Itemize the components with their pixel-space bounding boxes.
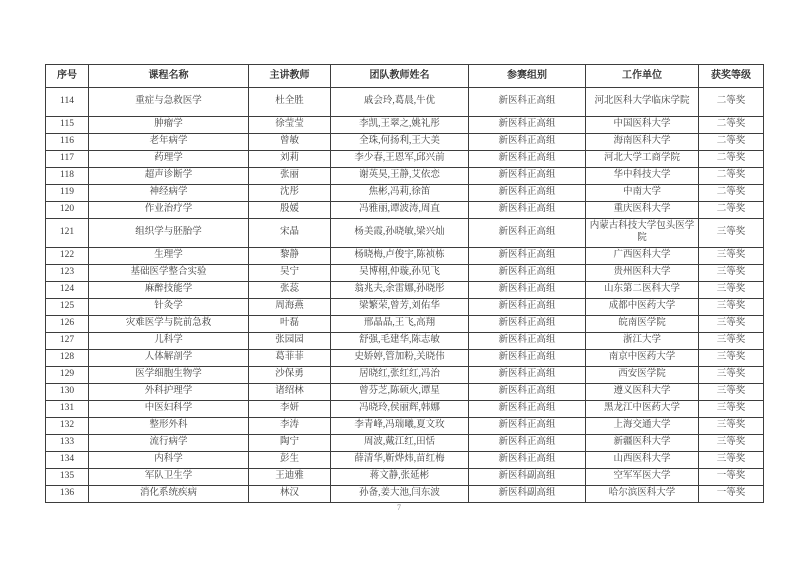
cell-no: 129 bbox=[46, 367, 89, 384]
cell-no: 130 bbox=[46, 384, 89, 401]
cell-group: 新医科正高组 bbox=[469, 418, 586, 435]
cell-unit: 南京中医药大学 bbox=[586, 350, 699, 367]
table-row bbox=[46, 88, 764, 117]
cell-team: 冯晓玲,侯丽辉,韩娜 bbox=[331, 401, 469, 418]
cell-unit: 成都中医药大学 bbox=[586, 299, 699, 316]
cell-teacher: 徐莹莹 bbox=[249, 117, 331, 134]
cell-unit: 中国医科大学 bbox=[586, 117, 699, 134]
cell-group: 新医科正高组 bbox=[469, 401, 586, 418]
cell-teacher: 陶宁 bbox=[249, 435, 331, 452]
cell-unit: 中南大学 bbox=[586, 185, 699, 202]
cell-unit: 贵州医科大学 bbox=[586, 265, 699, 282]
table-row bbox=[46, 151, 764, 168]
table-row bbox=[46, 134, 764, 151]
column-header-course-name: 课程名称 bbox=[89, 65, 249, 88]
cell-team: 居晓红,张红红,冯治 bbox=[331, 367, 469, 384]
cell-unit: 河北大学工商学院 bbox=[586, 151, 699, 168]
table-row bbox=[46, 248, 764, 265]
cell-unit: 上海交通大学 bbox=[586, 418, 699, 435]
cell-teacher: 吴宁 bbox=[249, 265, 331, 282]
awards-results-table bbox=[45, 64, 764, 503]
cell-teacher: 曾敏 bbox=[249, 134, 331, 151]
table-row bbox=[46, 384, 764, 401]
cell-award: 三等奖 bbox=[699, 384, 764, 401]
cell-group: 新医科正高组 bbox=[469, 265, 586, 282]
cell-course: 重症与急救医学 bbox=[89, 88, 249, 117]
cell-team: 孙备,姜大池,闫东波 bbox=[331, 486, 469, 503]
awards-table-container bbox=[45, 64, 763, 503]
cell-award: 一等奖 bbox=[699, 486, 764, 503]
cell-group: 新医科正高组 bbox=[469, 151, 586, 168]
cell-unit: 山东第二医科大学 bbox=[586, 282, 699, 299]
cell-course: 超声诊断学 bbox=[89, 168, 249, 185]
cell-unit: 河北医科大学临床学院 bbox=[586, 88, 699, 117]
cell-unit: 遵义医科大学 bbox=[586, 384, 699, 401]
cell-course: 外科护理学 bbox=[89, 384, 249, 401]
page-number: 7 bbox=[397, 503, 401, 512]
cell-course: 肿瘤学 bbox=[89, 117, 249, 134]
cell-course: 生理学 bbox=[89, 248, 249, 265]
cell-no: 116 bbox=[46, 134, 89, 151]
cell-course: 中医妇科学 bbox=[89, 401, 249, 418]
cell-award: 二等奖 bbox=[699, 88, 764, 117]
cell-award: 三等奖 bbox=[699, 299, 764, 316]
column-header-work-unit: 工作单位 bbox=[586, 65, 699, 88]
cell-group: 新医科正高组 bbox=[469, 88, 586, 117]
cell-award: 三等奖 bbox=[699, 248, 764, 265]
cell-no: 133 bbox=[46, 435, 89, 452]
cell-unit: 浙江大学 bbox=[586, 333, 699, 350]
table-row bbox=[46, 435, 764, 452]
cell-no: 132 bbox=[46, 418, 89, 435]
cell-group: 新医科正高组 bbox=[469, 219, 586, 248]
cell-team: 李少春,王恩军,邱兴前 bbox=[331, 151, 469, 168]
cell-team: 梁繁荣,曾芳,刘佑华 bbox=[331, 299, 469, 316]
cell-team: 全珠,何扬利,王大美 bbox=[331, 134, 469, 151]
cell-group: 新医科正高组 bbox=[469, 350, 586, 367]
cell-no: 136 bbox=[46, 486, 89, 503]
cell-teacher: 黎静 bbox=[249, 248, 331, 265]
cell-no: 117 bbox=[46, 151, 89, 168]
cell-award: 二等奖 bbox=[699, 202, 764, 219]
cell-teacher: 殷媛 bbox=[249, 202, 331, 219]
cell-award: 三等奖 bbox=[699, 452, 764, 469]
cell-group: 新医科副高组 bbox=[469, 469, 586, 486]
cell-team: 吴博栩,仲璇,孙见飞 bbox=[331, 265, 469, 282]
cell-course: 军队卫生学 bbox=[89, 469, 249, 486]
cell-unit: 重庆医科大学 bbox=[586, 202, 699, 219]
table-row bbox=[46, 282, 764, 299]
cell-team: 谢英昊,王静,艾依恋 bbox=[331, 168, 469, 185]
column-header-competition-group: 参赛组别 bbox=[469, 65, 586, 88]
table-row bbox=[46, 219, 764, 248]
cell-teacher: 葛菲菲 bbox=[249, 350, 331, 367]
cell-no: 127 bbox=[46, 333, 89, 350]
cell-award: 三等奖 bbox=[699, 333, 764, 350]
cell-unit: 华中科技大学 bbox=[586, 168, 699, 185]
cell-teacher: 张园园 bbox=[249, 333, 331, 350]
table-row bbox=[46, 418, 764, 435]
cell-team: 曾芬芝,陈硕火,谭星 bbox=[331, 384, 469, 401]
table-row bbox=[46, 469, 764, 486]
cell-course: 麻醉技能学 bbox=[89, 282, 249, 299]
cell-course: 人体解剖学 bbox=[89, 350, 249, 367]
cell-no: 131 bbox=[46, 401, 89, 418]
cell-no: 123 bbox=[46, 265, 89, 282]
table-row bbox=[46, 265, 764, 282]
cell-unit: 黑龙江中医药大学 bbox=[586, 401, 699, 418]
cell-group: 新医科正高组 bbox=[469, 202, 586, 219]
cell-unit: 内蒙古科技大学包头医学院 bbox=[586, 219, 699, 248]
cell-course: 作业治疗学 bbox=[89, 202, 249, 219]
cell-course: 神经病学 bbox=[89, 185, 249, 202]
cell-group: 新医科正高组 bbox=[469, 248, 586, 265]
cell-unit: 山西医科大学 bbox=[586, 452, 699, 469]
cell-award: 三等奖 bbox=[699, 316, 764, 333]
cell-no: 118 bbox=[46, 168, 89, 185]
cell-team: 李青峰,冯瑞曦,夏文玫 bbox=[331, 418, 469, 435]
cell-teacher: 叶磊 bbox=[249, 316, 331, 333]
table-row bbox=[46, 185, 764, 202]
cell-award: 二等奖 bbox=[699, 117, 764, 134]
cell-unit: 海南医科大学 bbox=[586, 134, 699, 151]
cell-teacher: 沙保勇 bbox=[249, 367, 331, 384]
header-row bbox=[46, 65, 764, 88]
cell-course: 内科学 bbox=[89, 452, 249, 469]
cell-team: 史娇婷,管加粉,关晓伟 bbox=[331, 350, 469, 367]
table-row bbox=[46, 202, 764, 219]
cell-no: 121 bbox=[46, 219, 89, 248]
column-header-serial: 序号 bbox=[46, 65, 89, 88]
cell-team: 戚会玲,葛晨,牛优 bbox=[331, 88, 469, 117]
cell-no: 114 bbox=[46, 88, 89, 117]
cell-team: 翁兆夫,余雷娜,孙晓彤 bbox=[331, 282, 469, 299]
cell-no: 134 bbox=[46, 452, 89, 469]
cell-teacher: 张丽 bbox=[249, 168, 331, 185]
cell-no: 128 bbox=[46, 350, 89, 367]
cell-no: 115 bbox=[46, 117, 89, 134]
table-body bbox=[46, 88, 764, 503]
cell-team: 李凯,王翠之,姚礼彤 bbox=[331, 117, 469, 134]
cell-teacher: 李妍 bbox=[249, 401, 331, 418]
cell-teacher: 诸绍林 bbox=[249, 384, 331, 401]
cell-course: 整形外科 bbox=[89, 418, 249, 435]
cell-unit: 广西医科大学 bbox=[586, 248, 699, 265]
cell-group: 新医科正高组 bbox=[469, 185, 586, 202]
cell-award: 三等奖 bbox=[699, 435, 764, 452]
cell-team: 杨美霞,孙晓敏,梁兴灿 bbox=[331, 219, 469, 248]
cell-teacher: 王迪雅 bbox=[249, 469, 331, 486]
cell-award: 三等奖 bbox=[699, 418, 764, 435]
cell-course: 老年病学 bbox=[89, 134, 249, 151]
cell-team: 舒强,毛建华,陈志敏 bbox=[331, 333, 469, 350]
cell-team: 薛清华,靳烨炜,苗红梅 bbox=[331, 452, 469, 469]
table-row bbox=[46, 452, 764, 469]
cell-group: 新医科正高组 bbox=[469, 367, 586, 384]
cell-group: 新医科正高组 bbox=[469, 384, 586, 401]
cell-no: 119 bbox=[46, 185, 89, 202]
cell-course: 组织学与胚胎学 bbox=[89, 219, 249, 248]
cell-no: 126 bbox=[46, 316, 89, 333]
cell-team: 周波,戴江红,田恬 bbox=[331, 435, 469, 452]
cell-teacher: 林汉 bbox=[249, 486, 331, 503]
cell-unit: 空军军医大学 bbox=[586, 469, 699, 486]
cell-award: 二等奖 bbox=[699, 168, 764, 185]
cell-team: 邢晶晶,王飞,高翔 bbox=[331, 316, 469, 333]
cell-group: 新医科正高组 bbox=[469, 134, 586, 151]
cell-no: 122 bbox=[46, 248, 89, 265]
cell-award: 二等奖 bbox=[699, 134, 764, 151]
cell-course: 基础医学整合实验 bbox=[89, 265, 249, 282]
table-row bbox=[46, 168, 764, 185]
cell-course: 灾难医学与院前急救 bbox=[89, 316, 249, 333]
cell-teacher: 杜全胜 bbox=[249, 88, 331, 117]
cell-teacher: 沈彤 bbox=[249, 185, 331, 202]
cell-course: 消化系统疾病 bbox=[89, 486, 249, 503]
table-row bbox=[46, 401, 764, 418]
cell-award: 三等奖 bbox=[699, 350, 764, 367]
cell-team: 焦彬,冯莉,徐笛 bbox=[331, 185, 469, 202]
cell-group: 新医科正高组 bbox=[469, 333, 586, 350]
cell-award: 三等奖 bbox=[699, 265, 764, 282]
cell-unit: 西安医学院 bbox=[586, 367, 699, 384]
table-row bbox=[46, 333, 764, 350]
column-header-team-teachers: 团队教师姓名 bbox=[331, 65, 469, 88]
cell-course: 儿科学 bbox=[89, 333, 249, 350]
cell-team: 冯雅丽,谭波涛,周直 bbox=[331, 202, 469, 219]
column-header-lead-teacher: 主讲教师 bbox=[249, 65, 331, 88]
cell-award: 一等奖 bbox=[699, 469, 764, 486]
cell-award: 三等奖 bbox=[699, 401, 764, 418]
cell-no: 124 bbox=[46, 282, 89, 299]
cell-group: 新医科副高组 bbox=[469, 486, 586, 503]
cell-award: 三等奖 bbox=[699, 367, 764, 384]
cell-team: 杨晓梅,卢俊宇,陈祯栋 bbox=[331, 248, 469, 265]
cell-team: 蒋文静,张延彬 bbox=[331, 469, 469, 486]
cell-teacher: 彭生 bbox=[249, 452, 331, 469]
cell-group: 新医科正高组 bbox=[469, 435, 586, 452]
cell-group: 新医科正高组 bbox=[469, 299, 586, 316]
cell-no: 120 bbox=[46, 202, 89, 219]
column-header-award-level: 获奖等级 bbox=[699, 65, 764, 88]
cell-award: 三等奖 bbox=[699, 219, 764, 248]
cell-course: 医学细胞生物学 bbox=[89, 367, 249, 384]
cell-group: 新医科正高组 bbox=[469, 117, 586, 134]
cell-unit: 新疆医科大学 bbox=[586, 435, 699, 452]
cell-course: 药理学 bbox=[89, 151, 249, 168]
cell-teacher: 张蕊 bbox=[249, 282, 331, 299]
cell-no: 135 bbox=[46, 469, 89, 486]
table-row bbox=[46, 367, 764, 384]
cell-award: 二等奖 bbox=[699, 185, 764, 202]
cell-teacher: 李涛 bbox=[249, 418, 331, 435]
cell-course: 流行病学 bbox=[89, 435, 249, 452]
cell-no: 125 bbox=[46, 299, 89, 316]
cell-teacher: 周海燕 bbox=[249, 299, 331, 316]
table-row bbox=[46, 299, 764, 316]
table-row bbox=[46, 486, 764, 503]
table-row bbox=[46, 350, 764, 367]
cell-group: 新医科正高组 bbox=[469, 282, 586, 299]
table-row bbox=[46, 117, 764, 134]
cell-group: 新医科正高组 bbox=[469, 452, 586, 469]
table-header bbox=[46, 65, 764, 88]
cell-group: 新医科正高组 bbox=[469, 316, 586, 333]
cell-teacher: 刘莉 bbox=[249, 151, 331, 168]
table-row bbox=[46, 316, 764, 333]
cell-award: 二等奖 bbox=[699, 151, 764, 168]
cell-unit: 哈尔滨医科大学 bbox=[586, 486, 699, 503]
cell-unit: 皖南医学院 bbox=[586, 316, 699, 333]
cell-group: 新医科正高组 bbox=[469, 168, 586, 185]
cell-teacher: 宋晶 bbox=[249, 219, 331, 248]
cell-course: 针灸学 bbox=[89, 299, 249, 316]
cell-award: 三等奖 bbox=[699, 282, 764, 299]
